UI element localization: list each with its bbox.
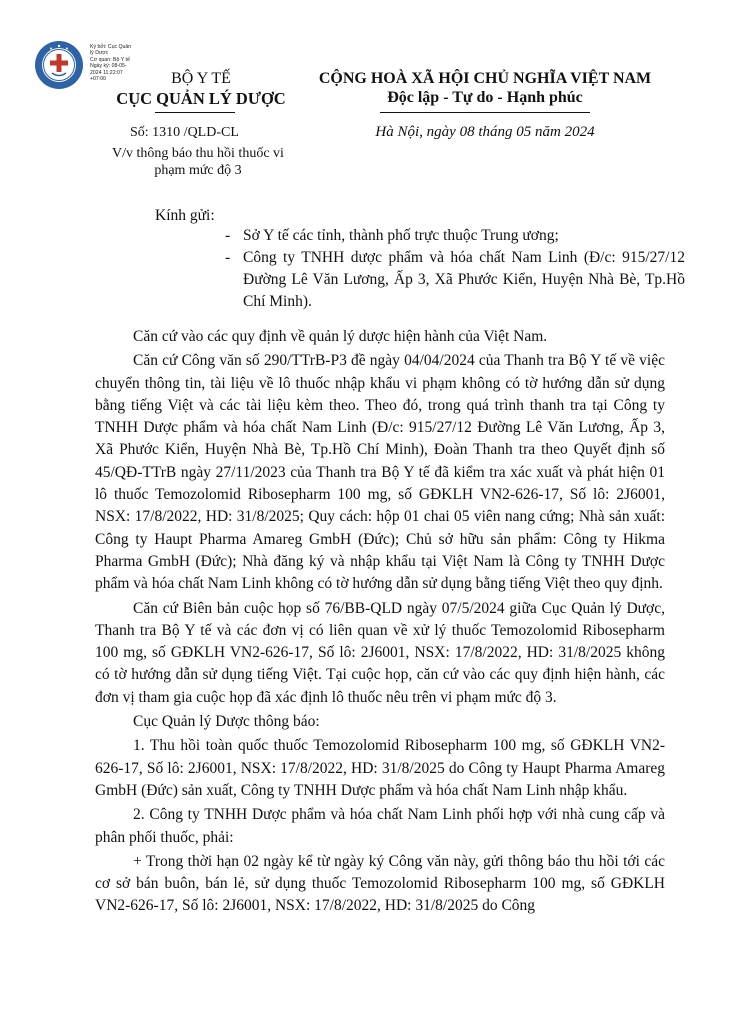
salutation: Kính gửi:	[155, 207, 215, 224]
document-subject: V/v thông báo thu hồi thuốc vi phạm mức độ 3	[112, 146, 284, 178]
signature-line: Cơ quan: Bộ Y tế	[90, 56, 130, 63]
agency-seal-icon	[34, 40, 84, 90]
document-date: Hà Nội, ngày 08 tháng 05 năm 2024	[375, 124, 595, 140]
signature-line: Ngày ký: 08-05-	[90, 63, 127, 70]
recipient-text: Công ty TNHH dược phẩm và hóa chất Nam Linh (Đ/c: 915/27/12 Đường Lê Văn Lương, Ấp 3, Xã Phước Kiển, Huyện Nhà Bè, Tp.Hồ Chí Minh).	[243, 249, 685, 310]
signature-line: +07:00	[90, 76, 107, 83]
paragraph-meeting: Căn cứ Biên bản cuộc họp số 76/BB-QLD ngày 07/5/2024 giữa Cục Quản lý Dược, Thanh tra Bộ Y tế và các đơn vị có liên quan về xử lý thuốc Temozolomid Ribosepharm 100 mg, số GĐKLH VN2-626-17, Số lô: 2J6001, NSX: 17/8/2022, HD: 31/8/2025 không có tờ hướng dẫn sử dụng tiếng Việt. Tại cuộc họp, căn cứ vào các quy định hiện hành, các đơn vị tham gia cuộc họp đã xác định lô thuốc nêu trên vi phạm mức độ 3.	[95, 599, 665, 706]
nation-title: CỘNG HOÀ XÃ HỘI CHỦ NGHĨA VIỆT NAM	[318, 70, 652, 87]
agency-name: CỤC QUẢN LÝ DƯỢC	[116, 89, 286, 108]
document-number: Số: 1310 /QLD-CL	[130, 125, 239, 140]
recipient-text: Sở Y tế các tỉnh, thành phố trực thuộc Trung ương;	[243, 227, 559, 244]
motto-underline	[380, 112, 590, 113]
signature-line: lý Dược	[90, 50, 109, 57]
signature-line: 2024 11:22:07	[90, 69, 123, 76]
paragraph-inspection: Căn cứ Công văn số 290/TTrB-P3 đề ngày 04/04/2024 của Thanh tra Bộ Y tế về việc chuyển thông tin, tài liệu về lô thuốc nhập khẩu vi phạm không có tờ hướng dẫn sử dụng bằng tiếng Việt và các tài liệu kèm theo. Theo đó, trong quá trình thanh tra tại Công ty TNHH Dược phẩm và hóa chất Nam Linh (Đ/c: 915/27/12 Đường Lê Văn Lương, Ấp 3, Xã Phước Kiển, Huyện Nhà Bè, Tp.Hồ Chí Minh), Đoàn Thanh tra theo Quyết định số 45/QĐ-TTrB ngày 27/11/2023 của Thanh tra Bộ Y tế đã kiểm tra xác xuất và phát hiện 01 lô thuốc Temozolomid Ribosepharm 100 mg, số GĐKLH VN2-626-17, Số lô: 2J6001, NSX: 17/8/2022, HD: 31/8/2025; Quy cách: hộp 01 chai 05 viên nang cứng; Nhà sản xuất: Công ty Haupt Pharma Amareg GmbH (Đức); Chủ sở hữu sản phẩm: Công ty Hikma Pharma GmbH (Đức); Nhà đăng ký và nhập khẩu tại Việt Nam là Công ty TNHH Dược phẩm và hóa chất Nam Linh không có tờ hướng dẫn sử dụng bằng tiếng Việt theo quy định.	[95, 352, 665, 593]
paragraph-item-2: 2. Công ty TNHH Dược phẩm và hóa chất Nam Linh phối hợp với nhà cung cấp và phân phối thuốc, phải:	[95, 806, 665, 846]
paragraph-item-1: 1. Thu hồi toàn quốc thuốc Temozolomid Ribosepharm 100 mg, số GĐKLH VN2-626-17, Số lô: 2J6001, NSX: 17/8/2022, HD: 31/8/2025 do Công ty Haupt Pharma Amareg GmbH (Đức) sản xuất, Công ty TNHH Dược phẩm và hóa chất Nam Linh nhập khẩu.	[95, 737, 665, 799]
document-body	[95, 326, 665, 920]
paragraph-announcement: Cục Quản lý Dược thông báo:	[133, 713, 320, 731]
agency-underline	[155, 112, 235, 113]
bullet-dash: -	[225, 249, 231, 266]
paragraph-item-2-sub: + Trong thời hạn 02 ngày kể từ ngày ký Công văn này, gửi thông báo thu hồi tới các cơ sở bán buôn, bán lẻ, sử dụng thuốc Temozolomid Ribosepharm 100 mg, số GĐKLH VN2-626-17, Số lô: 2J6001, NSX: 17/8/2022, HD: 31/8/2025 do Công	[95, 852, 665, 915]
signature-line: Ký bởi: Cục Quản	[90, 44, 132, 50]
bullet-dash: -	[225, 227, 231, 244]
ministry-name: BỘ Y TẾ	[171, 70, 231, 87]
nation-motto: Độc lập - Tự do - Hạnh phúc	[387, 89, 583, 106]
paragraph-legal-basis: Căn cứ vào các quy định về quản lý dược hiện hành của Việt Nam.	[133, 328, 548, 345]
